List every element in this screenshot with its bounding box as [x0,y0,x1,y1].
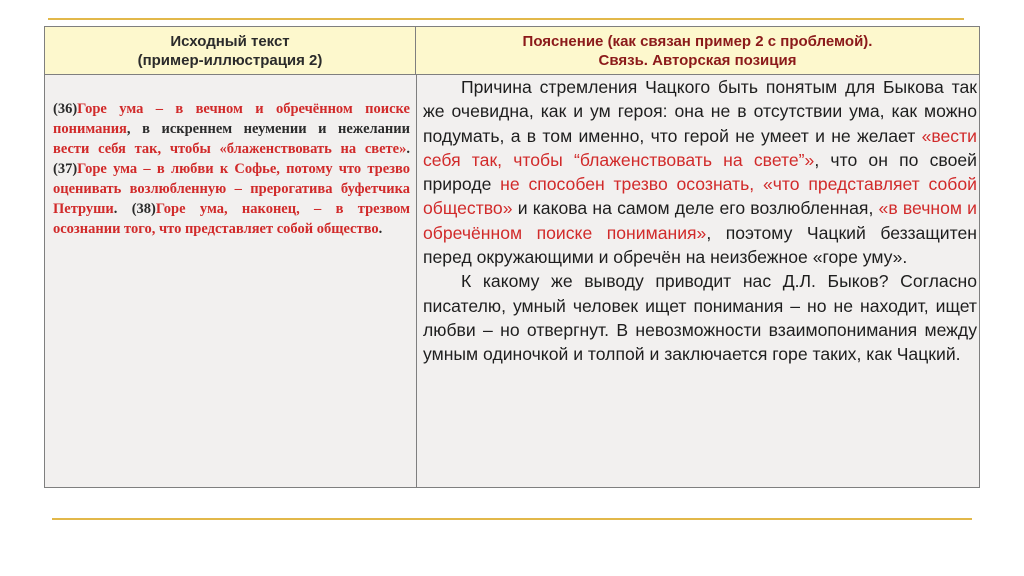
sentence-number: (38) [131,201,156,217]
highlighted-text: Горе ума – в вечном и обречённом поиске понимания [53,101,410,137]
highlighted-quote: не способен трезво осознать, «что представляет собой общество» [423,174,977,219]
highlighted-text: Горе ума, наконец, – в трезвом осознании того, что представляет собой общество [53,201,410,237]
top-divider-line [48,18,964,20]
explanation-cell [423,75,977,367]
highlighted-quote: вести себя так, чтобы «блаженствовать на свете» [53,141,407,157]
header-explanation-title: Пояснение (как связан пример 2 с проблемой). [522,32,873,50]
header-explanation [416,27,979,75]
sentence-number: (36) [53,101,78,117]
highlighted-quote: «в вечном и обречённом поиске понимания» [423,198,977,243]
explanation-paragraph-1 [423,75,977,269]
header-source-text [45,27,416,75]
header-explanation-subtitle: Связь. Авторская позиция [598,51,797,69]
sentence-number: (37) [53,161,78,177]
column-divider [416,75,417,487]
plain-text: , в искреннем неумении и нежелании [126,121,410,137]
plain-text: . [406,141,410,157]
highlighted-text: Горе ума – в любви к Софье, потому что трезво оценивать возлюбленную – прерогатива буфетчика Петруши [53,161,410,217]
plain-text: . [378,221,383,237]
source-text-cell [53,99,410,239]
header-source-title: Исходный текст [170,32,290,50]
header-source-subtitle: (пример-иллюстрация 2) [137,51,323,69]
plain-text: , поэтому Чацкий беззащитен перед окружающими и обречён на неизбежное «горе уму». [423,222,977,268]
highlighted-quote: «вести себя так, чтобы “блаженствовать на свете”» [423,125,977,170]
plain-text: и какова на самом деле его возлюбленная, [512,198,879,219]
plain-text: . [113,201,132,217]
plain-text: , что он по своей природе [423,149,977,195]
explanation-paragraph-2: К какому же выводу приводит нас Д.Л. Быков? Согласно писателю, умный человек ищет понимания – но не находит, ищет любви – но отвергнут. В невозможности взаимопонимания между умным одиночкой и толпой и заключается горе таких, как Чацкий. [423,271,977,365]
comparison-table [44,26,980,488]
bottom-divider-line [52,518,972,520]
plain-text: Причина стремления Чацкого быть понятым для Быкова так же очевидна, как и ум героя: она не в отсутствии ума, как можно подумать, а в том именно, что герой не умеет и не желает [423,77,977,146]
